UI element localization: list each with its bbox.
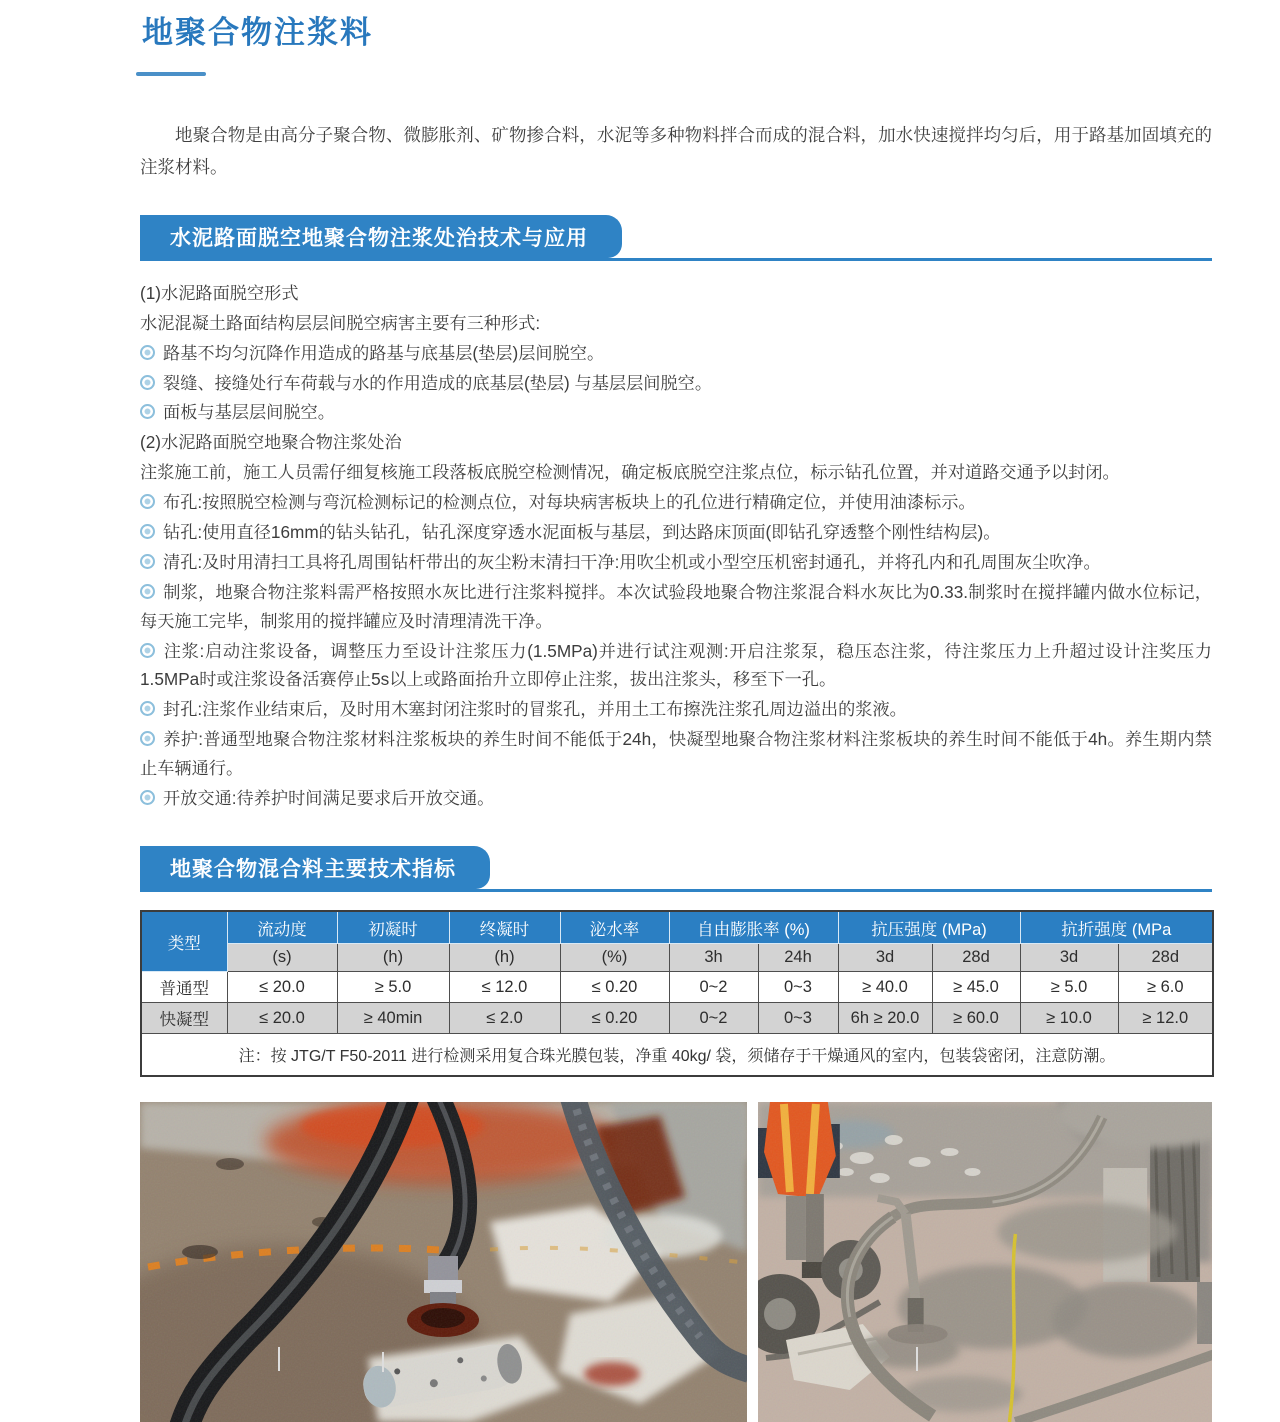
photo-grouting-worksite [758, 1102, 1212, 1422]
bullet-item [140, 488, 1212, 517]
paragraph-text: 水泥混凝土路面结构层层间脱空病害主要有三种形式: [140, 312, 541, 333]
circle-bullet-icon [140, 584, 155, 599]
paragraph [140, 458, 1212, 487]
intro-paragraph: 地聚合物是由高分子聚合物、微膨胀剂、矿物掺合料，水泥等多种物料拌合而成的混合料，加水快速搅拌均匀后，用于路基加固填充的注浆材料。 [140, 125, 1212, 178]
table-note: 注：按 JTG/T F50-2011 进行检测采用复合珠光膜包装，净重 40kg/ 袋，须储存于干燥通风的室内，包装袋密闭，注意防潮。 [141, 1034, 1213, 1076]
sub-header: 3h [669, 944, 758, 972]
circle-bullet-icon [140, 554, 155, 569]
grouting-worksite-photo-art [758, 1102, 1212, 1422]
paragraph-text: 注浆施工前，施工人员需仔细复核施工段落板底脱空检测情况，确定板底脱空注浆点位，标示钻孔位置，并对道路交通予以封闭。 [140, 462, 1120, 483]
cell: ≥ 6.0 [1118, 972, 1213, 1003]
cell: ≤ 0.20 [560, 972, 669, 1003]
section-body-1 [140, 279, 1212, 813]
cell: 0~3 [758, 1003, 838, 1034]
cell: 0~2 [669, 1003, 758, 1034]
cell: ≤ 20.0 [227, 1003, 337, 1034]
document-page [140, 0, 1212, 1422]
table-row-rapid [141, 1003, 1213, 1034]
paragraph [140, 309, 1212, 338]
sub-header: (%) [560, 944, 669, 972]
circle-bullet-icon [140, 790, 155, 805]
bullet-item [140, 637, 1212, 695]
col-header-free-expansion: 自由膨胀率 (%) [669, 911, 838, 944]
bullet-item-text: 开放交通:待养护时间满足要求后开放交通。 [163, 788, 495, 809]
section-banner-row-1 [140, 215, 1212, 261]
cell: ≥ 40min [337, 1003, 449, 1034]
scan-artifact-line [382, 1352, 384, 1372]
page-title: 地聚合物注浆料 [142, 15, 373, 50]
cell: ≤ 12.0 [449, 972, 560, 1003]
circle-bullet-icon [140, 643, 155, 658]
bullet-item [140, 548, 1212, 577]
bullet-item [140, 784, 1212, 813]
bullet-item-text: 面板与基层层间脱空。 [163, 402, 335, 423]
bullet-item-text: 清孔:及时用清扫工具将孔周围钻杆带出的灰尘粉末清扫干净:用吹尘机或小型空压机密封通孔，并将孔内和孔周围灰尘吹净。 [163, 551, 1101, 572]
bullet-item [140, 518, 1212, 547]
sub-header: 28d [1118, 944, 1213, 972]
cell: ≥ 5.0 [337, 972, 449, 1003]
circle-bullet-icon [140, 345, 155, 360]
cell: ≤ 20.0 [227, 972, 337, 1003]
paragraph-text: (1)水泥路面脱空形式 [140, 282, 299, 303]
cell: ≤ 2.0 [449, 1003, 560, 1034]
sub-header: (s) [227, 944, 337, 972]
scan-artifact-line [916, 1347, 918, 1371]
paragraph [140, 279, 1212, 308]
paragraph-text: (2)水泥路面脱空地聚合物注浆处治 [140, 432, 402, 453]
sub-header: (h) [337, 944, 449, 972]
cell: 0~2 [669, 972, 758, 1003]
col-header-bleeding: 泌水率 [560, 911, 669, 944]
bullet-item [140, 369, 1212, 398]
bullet-item-text: 制浆，地聚合物注浆料需严格按照水灰比进行注浆料搅拌。本次试验段地聚合物注浆混合料水灰比为0.33.制浆时在搅拌罐内做水位标记，每天施工完毕，制浆用的搅拌罐应及时清理清洗干净。 [140, 581, 1212, 631]
pavement-grouting-photo-art [140, 1102, 747, 1422]
table-row-ordinary [141, 972, 1213, 1003]
sub-header: 3d [1020, 944, 1118, 972]
sub-header: 28d [932, 944, 1020, 972]
cell: ≥ 10.0 [1020, 1003, 1118, 1034]
col-header-fluidity: 流动度 [227, 911, 337, 944]
paragraph [140, 428, 1212, 457]
table-header-row-1 [141, 911, 1213, 944]
cell: ≥ 40.0 [838, 972, 932, 1003]
circle-bullet-icon [140, 404, 155, 419]
row-label: 快凝型 [141, 1003, 227, 1034]
bullet-item [140, 398, 1212, 427]
circle-bullet-icon [140, 731, 155, 746]
title-underline [136, 72, 206, 76]
photo-pavement-grouting-hose [140, 1102, 747, 1422]
circle-bullet-icon [140, 524, 155, 539]
col-header-final-set: 终凝时 [449, 911, 560, 944]
col-header-type: 类型 [141, 911, 227, 972]
sub-header: 24h [758, 944, 838, 972]
cell: 0~3 [758, 972, 838, 1003]
photo-strip [140, 1102, 1212, 1422]
col-header-compressive-strength: 抗压强度 (MPa) [838, 911, 1020, 944]
cell: ≥ 12.0 [1118, 1003, 1213, 1034]
cell: 6h ≥ 20.0 [838, 1003, 932, 1034]
bullet-item-text: 养护:普通型地聚合物注浆材料注浆板块的养生时间不能低于24h，快凝型地聚合物注浆材料注浆板块的养生时间不能低于4h。养生期内禁止车辆通行。 [140, 729, 1212, 779]
circle-bullet-icon [140, 494, 155, 509]
sub-header: (h) [449, 944, 560, 972]
section-banner-row-2 [140, 846, 1212, 892]
bullet-item-text: 裂缝、接缝处行车荷载与水的作用造成的底基层(垫层) 与基层层间脱空。 [163, 372, 713, 393]
cell: ≥ 45.0 [932, 972, 1020, 1003]
bullet-item [140, 725, 1212, 783]
row-label: 普通型 [141, 972, 227, 1003]
col-header-initial-set: 初凝时 [337, 911, 449, 944]
sub-header: 3d [838, 944, 932, 972]
bullet-item [140, 339, 1212, 368]
bullet-item [140, 578, 1212, 636]
technical-spec-table [140, 910, 1214, 1077]
bullet-item-text: 封孔:注浆作业结束后，及时用木塞封闭注浆时的冒浆孔，并用土工布擦洗注浆孔周边溢出的浆液。 [163, 699, 907, 720]
cell: ≥ 60.0 [932, 1003, 1020, 1034]
circle-bullet-icon [140, 375, 155, 390]
table-note-row [141, 1034, 1213, 1076]
section-banner-2: 地聚合物混合料主要技术指标 [140, 846, 490, 889]
cell: ≤ 0.20 [560, 1003, 669, 1034]
bullet-item [140, 695, 1212, 724]
cell: ≥ 5.0 [1020, 972, 1118, 1003]
col-header-flexural-strength: 抗折强度 (MPa [1020, 911, 1213, 944]
table-header-row-2 [141, 944, 1213, 972]
circle-bullet-icon [140, 701, 155, 716]
bullet-item-text: 布孔:按照脱空检测与弯沉检测标记的检测点位，对每块病害板块上的孔位进行精确定位，并使用油漆标示。 [163, 492, 976, 513]
bullet-item-text: 注浆:启动注浆设备，调整压力至设计注浆压力(1.5MPa)并进行试注观测:开启注浆泵，稳压态注浆，待注浆压力上升超过设计注奖压力1.5MPa时或注浆设备活赛停止5s以上或路面抬升立即停止注浆，拔出注浆头，移至下一孔。 [140, 640, 1212, 690]
section-banner-1: 水泥路面脱空地聚合物注浆处治技术与应用 [140, 215, 622, 258]
scan-artifact-line [278, 1347, 280, 1371]
bullet-item-text: 路基不均匀沉降作用造成的路基与底基层(垫层)层间脱空。 [163, 342, 605, 363]
bullet-item-text: 钻孔:使用直径16mm的钻头钻孔，钻孔深度穿透水泥面板与基层，到达路床顶面(即钻孔穿透整个刚性结构层)。 [163, 522, 1001, 542]
